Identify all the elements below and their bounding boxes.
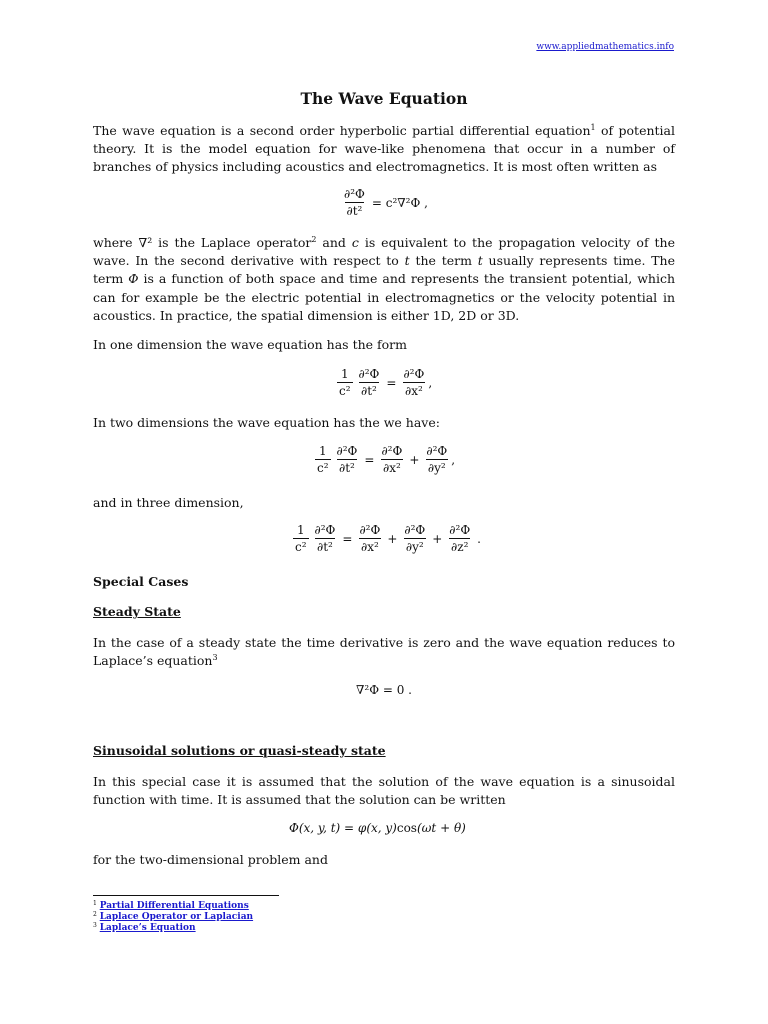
page-title: The Wave Equation xyxy=(300,89,468,108)
where-paragraph: where ∇² is the Laplace operator$^2$ and c is equivalent to the propagation velocity of the wave. In the second derivative with respect to t the term t usually represents time. The term Φ is a function of both space and time and represents the transient potential, which can for example be the electric potential in electromagnetics or the velocity potential in acoustics. In practice, the spatial dimension is either 1D, 2D or 3D. xyxy=(93,235,676,323)
footnote-separator xyxy=(93,895,279,896)
footnote-link-laplace-operator[interactable]: Laplace Operator or Laplacian xyxy=(99,912,254,922)
footnote-link-laplace-equation[interactable]: Laplace’s Equation xyxy=(99,923,196,933)
footnote-ref-2[interactable]: 2 xyxy=(311,235,317,244)
steady-state-heading: Steady State xyxy=(93,604,181,619)
site-link[interactable]: www.appliedmathematics.info xyxy=(536,42,674,52)
wave-equation-3d: $\frac{1}{\text{c²}}$ $\frac{\text{∂²Φ}}{\text{∂t²}}$ = $\frac{\text{∂²Φ}}{\text{∂x²}}$ + $\frac{\text{∂²Φ}}{\text{∂y²}}$ + $\frac{\text{∂²Φ}}{\text{∂z²}}$ . xyxy=(295,523,481,554)
two-dim-problem-text: for the two-dimensional problem and xyxy=(93,852,328,867)
wave-equation-2d: $\frac{1}{\text{c²}}$ $\frac{\text{∂²Φ}}{\text{∂t²}}$ = $\frac{\text{∂²Φ}}{\text{∂x²}}$ + $\frac{\text{∂²Φ}}{\text{∂y²}}$ , xyxy=(317,444,456,475)
sinusoidal-heading: Sinusoidal solutions or quasi-steady state xyxy=(93,743,386,758)
footnote-3: $^3$ Laplace’s Equation xyxy=(93,922,196,933)
footnote-1: $^1$ Partial Differential Equations xyxy=(93,900,249,911)
one-dim-text: In one dimension the wave equation has the form xyxy=(93,337,407,352)
two-dim-text: In two dimensions the wave equation has the we have: xyxy=(93,415,440,430)
footnote-ref-3[interactable]: 3 xyxy=(212,653,218,663)
wave-equation-main: $\frac{\text{∂²Φ}}{\text{∂t²}}$ = c²∇²Φ , xyxy=(344,187,428,218)
sinusoidal-paragraph: In this special case it is assumed that the solution of the wave equation is a sinusoidal function with time. It is assumed that the solution can be written xyxy=(93,774,675,808)
footnote-ref-1[interactable]: 1 xyxy=(590,123,596,132)
special-cases-heading: Special Cases xyxy=(93,574,189,589)
wave-equation-1d: $\frac{1}{\text{c²}}$ $\frac{\text{∂²Φ}}{\text{∂t²}}$ = $\frac{\text{∂²Φ}}{\text{∂x²}}$ , xyxy=(339,367,433,398)
footnote-2: $^2$ Laplace Operator or Laplacian xyxy=(93,911,254,922)
sinusoidal-equation: Φ(x, y, t) = φ(x, y) cos (ωt + θ) xyxy=(289,821,466,835)
intro-paragraph: The wave equation is a second order hyperbolic partial differential equation$^1$ of potential theory. It is the model equation for wave-like phenomena that occur in a number of branches of physics including acoustics and electromagnetics. It is most often written as xyxy=(93,123,675,175)
footnote-link-pde[interactable]: Partial Differential Equations xyxy=(99,901,249,911)
steady-state-paragraph: In the case of a steady state the time derivative is zero and the wave equation reduces to Laplace’s equation$^3$ xyxy=(93,635,675,669)
three-dim-text: and in three dimension, xyxy=(93,495,244,510)
laplace-equation: ∇²Φ = 0 . xyxy=(356,683,412,697)
